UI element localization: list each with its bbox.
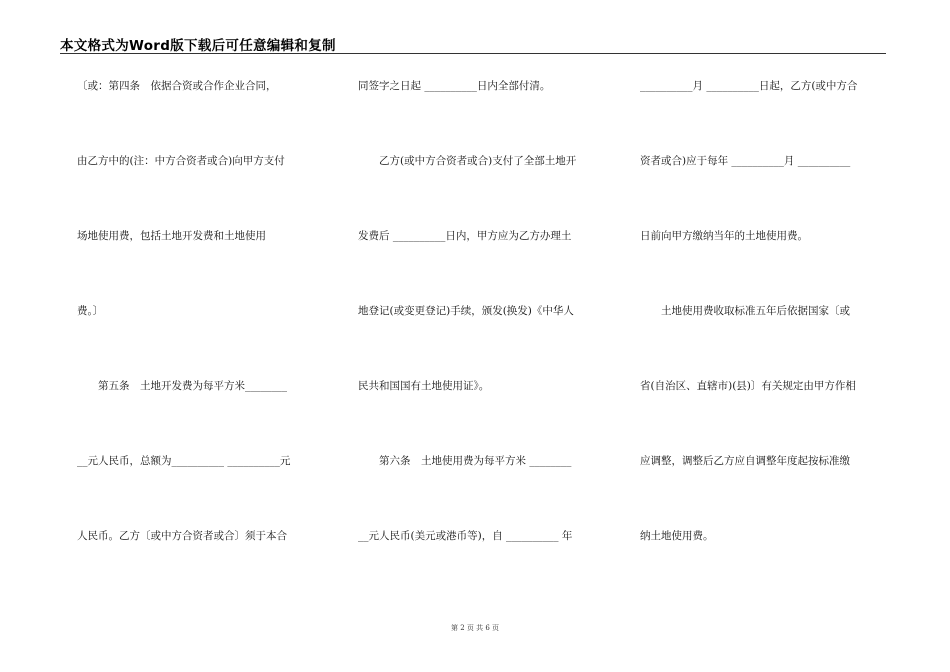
text-column-2: [358, 0, 608, 600]
text-line: 发费后 __________日内，甲方应为乙方办理土: [358, 230, 572, 242]
text-line: 纳土地使用费。: [640, 530, 714, 542]
text-line: 土地使用费收取标准五年后依据国家〔或: [640, 305, 850, 317]
text-line: 第六条 土地使用费为每平方米 ________: [358, 455, 572, 467]
text-line: __元人民币(美元或港币等)，自 __________ 年: [358, 530, 573, 542]
text-line: 应调整，调整后乙方应自调整年度起按标准缴: [640, 455, 850, 467]
text-line: 人民币。乙方〔或中方合资者或合〕须于本合: [77, 530, 287, 542]
text-line: 由乙方中的(注：中方合资者或合)向甲方支付: [77, 155, 285, 167]
document-header-title: 本文格式为Word版下载后可任意编辑和复制: [60, 38, 336, 54]
text-line: 第五条 土地开发费为每平方米________: [77, 380, 287, 392]
text-line: __元人民币，总额为__________ __________元: [77, 455, 291, 467]
text-line: 日前向甲方缴纳当年的土地使用费。: [640, 230, 808, 242]
text-column-1: [77, 0, 327, 600]
text-line: 同签字之日起 __________日内全部付清。: [358, 80, 551, 92]
text-line: 民共和国国有土地使用证》。: [358, 380, 490, 392]
text-line: 地登记(或变更登记)手续，颁发(换发)《中华人: [358, 305, 574, 317]
text-line: 场地使用费，包括土地开发费和土地使用: [77, 230, 266, 242]
text-line: 乙方(或中方合资者或合)支付了全部土地开: [358, 155, 577, 167]
text-line: 〔或：第四条 依据合资或合作企业合同，: [77, 80, 277, 92]
page-number-footer: 第 2 页 共 6 页: [450, 624, 500, 632]
text-line: 资者或合)应于每年 __________月 __________: [640, 155, 851, 167]
text-line: 省(自治区、直辖市)(县)〕有关规定由甲方作相: [640, 380, 856, 392]
text-column-3: [640, 0, 890, 600]
text-line: __________月 __________日起，乙方(或中方合: [640, 80, 858, 92]
text-line: 费。〕: [77, 305, 104, 317]
